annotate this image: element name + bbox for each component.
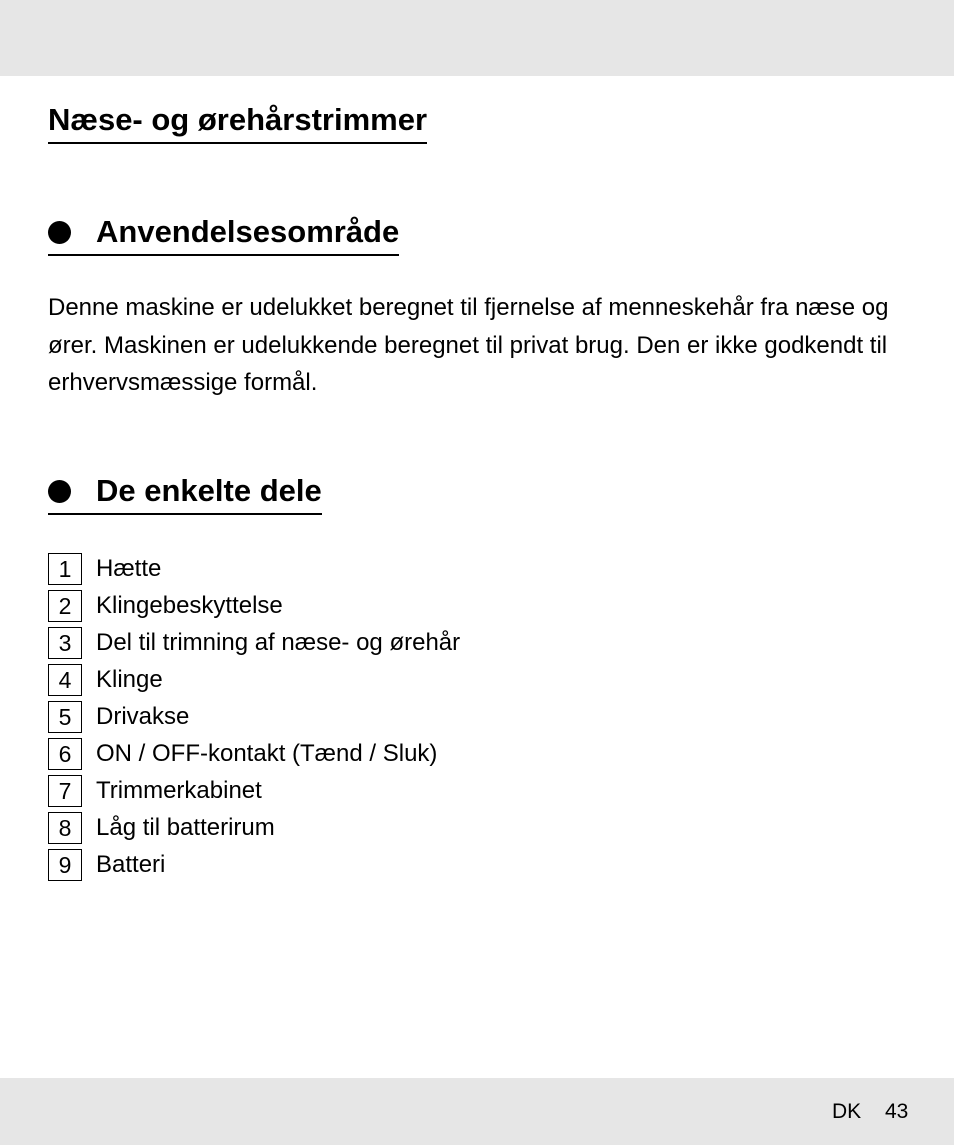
list-item bbox=[48, 661, 460, 698]
part-number-box: 1 bbox=[48, 553, 82, 585]
part-label: ON / OFF-kontakt (Tænd / Sluk) bbox=[96, 739, 438, 767]
part-label: Del til trimning af næse- og ørehår bbox=[96, 628, 461, 656]
bullet-icon bbox=[48, 480, 71, 503]
part-label: Låg til batterirum bbox=[96, 813, 275, 841]
list-item bbox=[48, 809, 460, 846]
section-heading-usage-text: Anvendelsesområde bbox=[96, 214, 400, 249]
part-number-box: 8 bbox=[48, 812, 82, 844]
list-item bbox=[48, 698, 460, 735]
list-item bbox=[48, 846, 460, 883]
list-item bbox=[48, 587, 460, 624]
header-band bbox=[0, 0, 954, 76]
parts-list bbox=[48, 550, 460, 883]
bullet-icon bbox=[48, 221, 71, 244]
list-item bbox=[48, 624, 460, 661]
part-label: Batteri bbox=[96, 850, 166, 878]
part-number-box: 7 bbox=[48, 775, 82, 807]
section-heading-parts-text: De enkelte dele bbox=[96, 473, 322, 508]
part-label: Klinge bbox=[96, 665, 163, 693]
page-title: Næse- og ørehårstrimmer bbox=[48, 100, 427, 144]
usage-paragraph: Denne maskine er udelukket beregnet til fjernelse af menneskehår fra næse og ører. Maskinen er udelukkende beregnet til privat brug. Den er ikke godkendt til erhvervsmæssige formål. bbox=[48, 294, 889, 396]
list-item bbox=[48, 772, 460, 809]
footer-language-code: DK bbox=[832, 1100, 862, 1123]
part-number-box: 2 bbox=[48, 590, 82, 622]
part-number-box: 9 bbox=[48, 849, 82, 881]
part-label: Hætte bbox=[96, 554, 162, 582]
footer-band bbox=[0, 1078, 954, 1145]
part-number-box: 4 bbox=[48, 664, 82, 696]
part-label: Drivakse bbox=[96, 702, 190, 730]
part-number-box: 5 bbox=[48, 701, 82, 733]
section-heading-parts bbox=[48, 471, 322, 515]
part-label: Klingebeskyttelse bbox=[96, 591, 283, 619]
list-item bbox=[48, 550, 460, 587]
part-label: Trimmerkabinet bbox=[96, 776, 262, 804]
page-number: 43 bbox=[885, 1100, 909, 1123]
part-number-box: 6 bbox=[48, 738, 82, 770]
section-heading-usage bbox=[48, 212, 399, 256]
part-number-box: 3 bbox=[48, 627, 82, 659]
list-item bbox=[48, 735, 460, 772]
